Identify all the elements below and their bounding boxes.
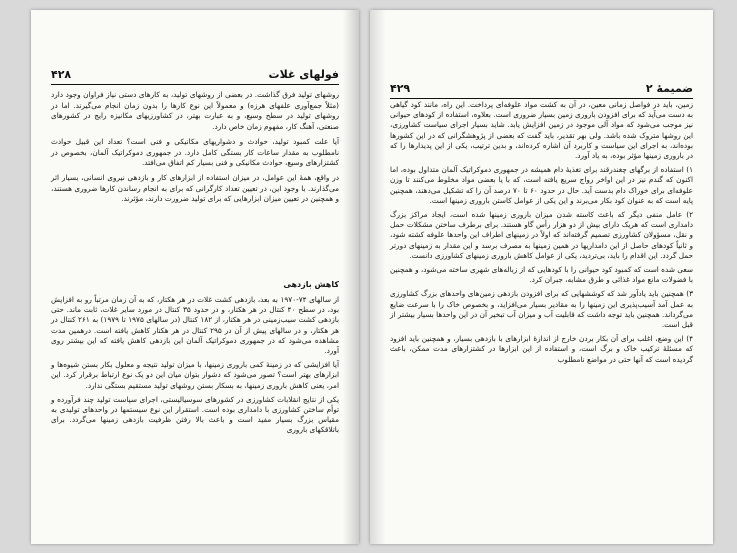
running-title: ضمیمهٔ ۲ — [645, 82, 693, 95]
right-book-page — [370, 10, 713, 544]
left-page-header — [51, 68, 339, 85]
paragraph: ۳) همچنین باید یادآور شد که کوششهایی که برای افزودن بازدهی زمین‌های واحدهای بزرگ کشاورزی به عمل آمد آسیب‌پذیری این زمینها را به مقادیر بسیار می‌افزاید، و بخصوص خاک را با سرعت ضایع می‌گرداند. همچنین باید توجه داشت که قابلیت آب و میزان آب تبخیر آن در این واحدها بسیار بیشتر از قبل است. — [390, 289, 693, 330]
gutter-shadow — [370, 10, 386, 544]
paragraph: سعی شده است که کمبود کود حیوانی را با کودهایی که از زباله‌های شهری ساخته می‌شود، و همچنین با فضولات مانع مواد غذائی و طرق مشابه، جبران کرد. — [390, 265, 693, 285]
gutter-shadow — [343, 10, 359, 544]
paragraph: روشهای تولید فرق گذاشت. در بعضی از روشهای تولید، به کارهای دستی نیاز فراوان وجود دارد (مثلاً جمع‌آوری علفهای هرزه) و معمولاً این نوع کارها را بدون زمان انجام می‌گیرند. اما در روشهای تولید در سطح وسیع، و به عبارت بهتر، در کشاورزیهای مکانیزه رایج در کشورهای صنعتی، آهنگ کار، مفهوم زمان خاص دارد. — [51, 90, 339, 132]
left-book-page — [31, 10, 359, 544]
running-title: فولهای غلات — [268, 68, 339, 81]
paragraph: ۴) این وضع، اغلب برای آن بکار بردن خارج از اندازهٔ ابزارهای با بازدهی بسیار، و همچنین باید افزود که مسئلهٔ ترکیب خاک و برگ است، و استفاده از این ابزارها در کشتزارهای مدت ممکن، باعث گردیده است که آنها حتی در مواضع نامطلوب — [390, 334, 693, 364]
paragraph: از سالهای ۷۴-۱۹۷۰ به بعد، بازدهی کشت غلات در هر هکتار، که به آن زمان مرتباً رو به افزایش بود، در سطح ۴۰ کنتال در هر هکتار، و در حدود ۳۵ کنتال در مورد سایر غلات، ثابت ماند. حتی بازدهی کشت سیب‌زمینی در هر هکتار، از ۱۸۲ کنتال (در سالهای ۱۹۷۵ تا ۱۹۷۹) به ۲۶۱ کنتال در هر هکتار، و در سالهای پیش از آن در ۲۹۵ کنتال در هر هکتار کاهش یافته است. درهمین مدت مشاهده می‌شود که در جمهوری دموکراتیک آلمان این بازدهی کاهش یافته که این بیشتر روی آورد. — [51, 295, 339, 356]
section-heading: کاهش بازدهی — [283, 280, 339, 289]
paragraph: یکی از نتایج انقلابات کشاورزی در کشورهای سوسیالیستی، اجرای سیاست تولید چند فرآورده و توأم ساختن کشاورزی با دامداری بوده است. استقرار این نوع سیستمها در واحدهای تولیدی به مقیاس بزرگ بسیار مفید است و باعث بالا رفتن ظرفیت بازدهی زمینها می‌گردد. برای باتلاقکهای باروری — [51, 394, 339, 435]
paragraph: آیا افزایشی که در زمینهٔ کمی باروری زمینها، با میزان تولید نتیجه و معلول بکار بستن شیوه‌ها و ابزارهای بهتر است؟ تصور می‌شود که دشوار بتوان میان این دو یک نوع ارتباط برقرار کرد. این امر، یعنی کاهش باروری زمینها، به بسکار بستن روشهای تولید مستقیم بستگی ندارد. — [51, 360, 339, 390]
page-number: ۴۲۸ — [51, 68, 72, 81]
paragraph: ۱) استفاده از برگهای چغندرقند برای تغذیهٔ دام همیشه در جمهوری دموکراتیک آلمان متداول بوده، اما اکنون که گندم نیز در این اواخر رواج سریع یافته است، که با یا بعضی مواد مخلوط می‌کنند تا وزن علوفه‌ای برای خوراک دام بدست آید. حال در حدود ۶۰ تا ۷۰ درصد آن را که تشکیل می‌دهند، همچنین پایه است که به عنوان کود بکار می‌برند و این یکی از عوامل کاستن باروری زمینها است. — [390, 165, 693, 205]
left-page-body-bottom — [51, 280, 339, 440]
paragraph: ۲) عامل منفی دیگر که باعث کاسته شدن میزان باروری زمینها شده است، ایجاد مراکز بزرگ دامداری است که هریک دارای بیش از دو هزار رأس گاو هستند. برای برطرف ساختن مشکلات حمل و نقل، مسؤولان کشاورزی تصمیم گرفته‌اند که اولاً در زمینهای اطراف این واحدها علوفه کشته شود، و ثانیاً کودهای حاصل از این دامداریها در همین زمینها به مصرف برسد و این مقدار به زمینهای دورتر حمل گردد. این اقدام را باید، بی‌تردید، یکی از عوامل کاهش باروری زمینهای کشاورزی دانست. — [390, 210, 693, 260]
paragraph: آیا علت کمبود تولید، حوادث و دشواریهای مکانیکی و فنی است؟ تعداد این قبیل حوادث نامطلوب به مقدار ساعات کار بستگی کامل دارد. در جمهوری دموکراتیک آلمان، بخصوص در کشتزارهای وسیع، حوادث مکانیکی و فنی بسیار کم اتفاق می‌افتد. — [51, 136, 339, 168]
page-number: ۴۲۹ — [390, 82, 411, 95]
right-page-header — [390, 82, 693, 99]
paragraph: زمین، باید در فواصل زمانی معین، در آن به کشت مواد علوفه‌ای پرداخت. این راه، مانند کود گیاهی به دست می‌آید که برای افزودن باروری زمین بسیار ضروری است. بعلاوه، استفاده از کودهای حیوانی نیز موجب می‌شود که مواد آلی موجود در زمین افزایش یابد. شاید بسیار اجرای سیاست کشاورزی، این روشها متروک شده باشد. ولی بهر تقدیر، باید گفت که بعضی از پژوهشگرانی که در این کشورها بوده‌اند، به اجرای این سیاست و کاربرد آن اشاره کرده‌اند، و بدین ترتیب، یکی از این پدیدارها را که در باروری زمینها مؤثر بوده، به یاد آورد. — [390, 100, 693, 161]
right-page-body — [390, 100, 693, 369]
paragraph: در واقع، همهٔ این عوامل، در میزان استفاده از ابزارهای کار و بازدهی نیروی انسانی، بسیار اثر می‌گذارند. با وجود این، در تعیین تعداد کارگرانی که برای به انجام رساندن کارها ضروری هستند، و همچنین در تعیین میزان ابزارهایی که برای تولید ضرورت دارند، مؤثرند. — [51, 172, 339, 204]
left-page-body-top — [51, 90, 339, 209]
